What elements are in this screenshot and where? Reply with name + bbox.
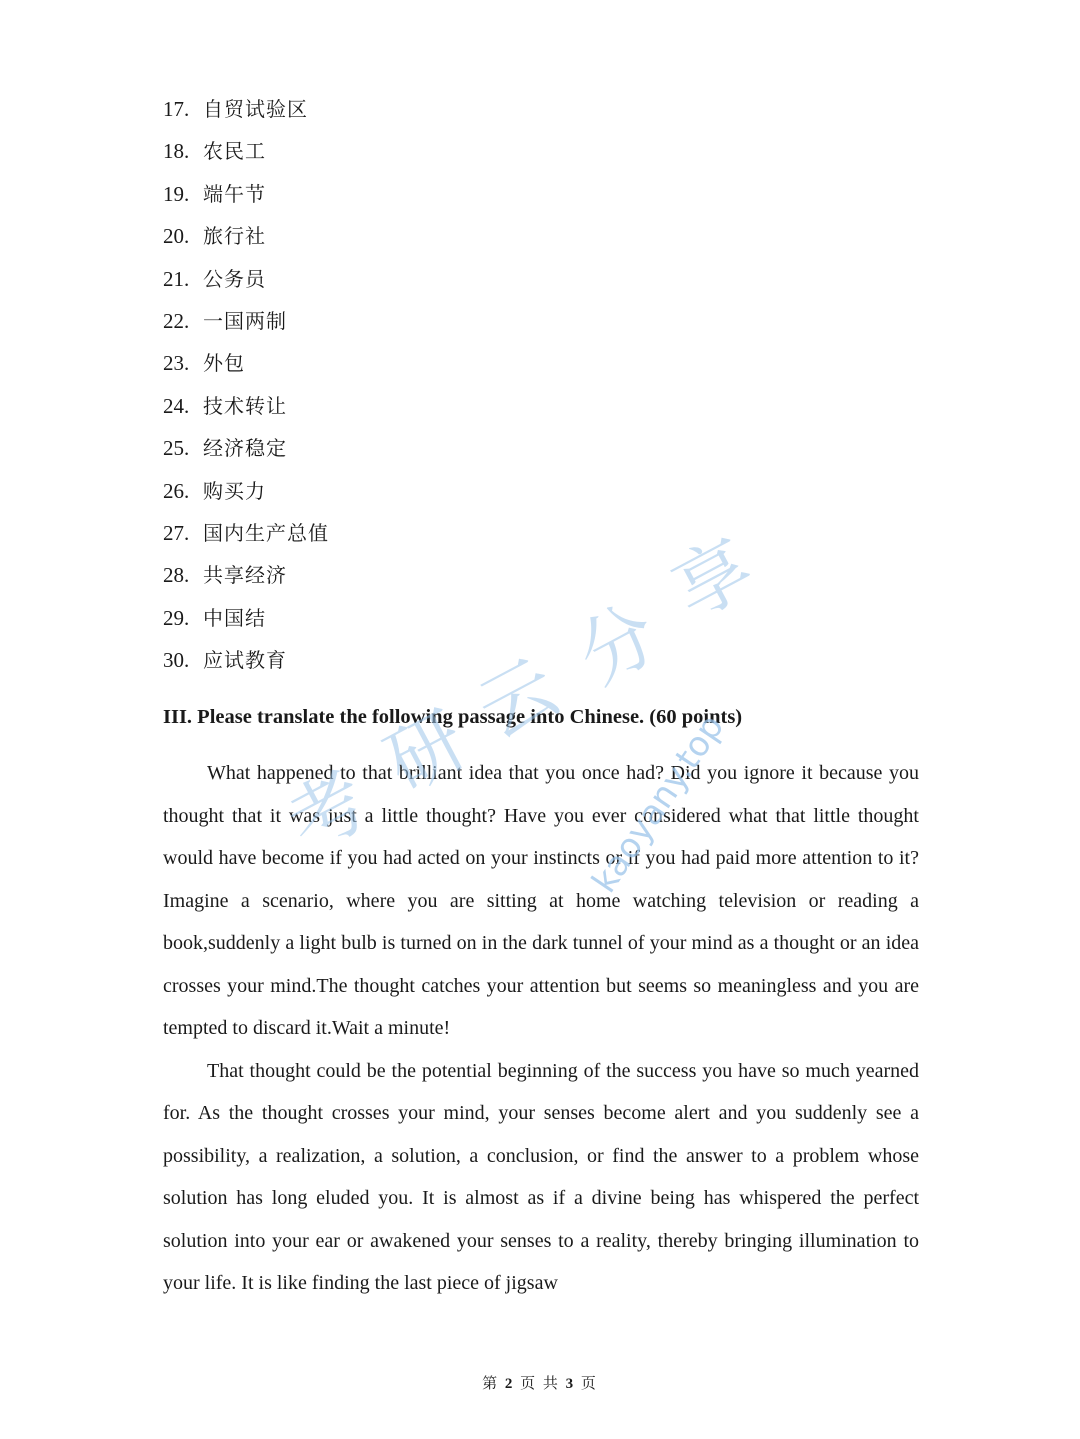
vocabulary-list (163, 88, 329, 681)
item-number: 25. (163, 436, 190, 461)
list-item (163, 427, 329, 469)
total-page-number: 3 (565, 1376, 576, 1392)
list-item (163, 554, 329, 596)
item-term: 旅行社 (203, 224, 266, 249)
item-term: 技术转让 (203, 393, 287, 418)
item-term: 购买力 (203, 478, 266, 503)
item-term: 自贸试验区 (203, 97, 308, 121)
translation-passage (163, 752, 919, 1305)
list-item (163, 470, 329, 512)
watermark-char: 研 (371, 694, 481, 809)
watermark-char: 分 (563, 587, 673, 702)
section-heading: III. Please translate the following passage into Chinese. (60 points) (163, 706, 743, 728)
item-term: 应试教育 (203, 648, 287, 673)
list-item (163, 215, 329, 257)
item-term: 公务员 (203, 266, 266, 291)
item-number: 20. (163, 224, 190, 249)
list-item (163, 173, 329, 215)
item-number: 18. (163, 139, 190, 164)
footer-middle: 页 共 (520, 1376, 560, 1392)
item-term: 外包 (203, 351, 245, 376)
item-number: 17. (163, 97, 190, 121)
footer-prefix: 第 (482, 1376, 500, 1392)
list-item (163, 385, 329, 427)
item-term: 中国结 (203, 605, 266, 630)
list-item (163, 639, 329, 681)
item-number: 23. (163, 351, 190, 376)
list-item (163, 130, 329, 172)
watermark-char: 考 (273, 754, 383, 869)
item-number: 30. (163, 648, 190, 673)
list-item (163, 300, 329, 342)
item-term: 共享经济 (203, 563, 287, 588)
item-number: 22. (163, 308, 190, 333)
footer-suffix: 页 (580, 1376, 598, 1392)
item-number: 27. (163, 520, 190, 545)
item-number: 29. (163, 605, 190, 630)
item-number: 19. (163, 181, 190, 206)
list-item (163, 512, 329, 554)
item-number: 28. (163, 563, 190, 588)
passage-paragraph: That thought could be the potential beginning of the success you have so much yearned for. As the thought crosses your mind, your senses become alert and you suddenly see a possibility, a realization, a solution, a conclusion, or find the answer to a problem whose solution has long eluded you. It is almost as if a divine being has whispered the perfect solution into your ear or awakened your senses to a reality, thereby bringing illumination to your life. It is like finding the last piece of jigsaw (163, 1059, 919, 1294)
item-term: 经济稳定 (203, 436, 287, 461)
page-footer (0, 1372, 1080, 1393)
watermark-url-text: kaoyany.top (584, 707, 733, 901)
list-item (163, 342, 329, 384)
watermark-char: 云 (463, 641, 573, 756)
item-number: 26. (163, 478, 190, 503)
passage-paragraph: What happened to that brilliant idea that you once had? Did you ignore it because you thought that it was just a little thought? Have you ever considered what that little thought would have become if you had acted on your instincts or if you had paid more attention to it? Imagine a scenario, where you are sitting at home watching television or reading a book,suddenly a light bulb is turned on in the dark tunnel of your mind as a thought or an idea crosses your mind.The thought catches your attention but seems so meaningless and you are tempted to discard it.Wait a minute! (163, 762, 919, 1039)
item-term: 农民工 (203, 139, 266, 164)
list-item (163, 258, 329, 300)
watermark-char: 享 (658, 521, 768, 636)
item-term: 国内生产总值 (203, 520, 329, 545)
item-term: 一国两制 (203, 308, 287, 333)
list-item (163, 597, 329, 639)
item-term: 端午节 (203, 181, 266, 206)
list-item (163, 88, 329, 130)
current-page-number: 2 (504, 1376, 515, 1392)
item-number: 21. (163, 266, 190, 291)
item-number: 24. (163, 393, 190, 418)
